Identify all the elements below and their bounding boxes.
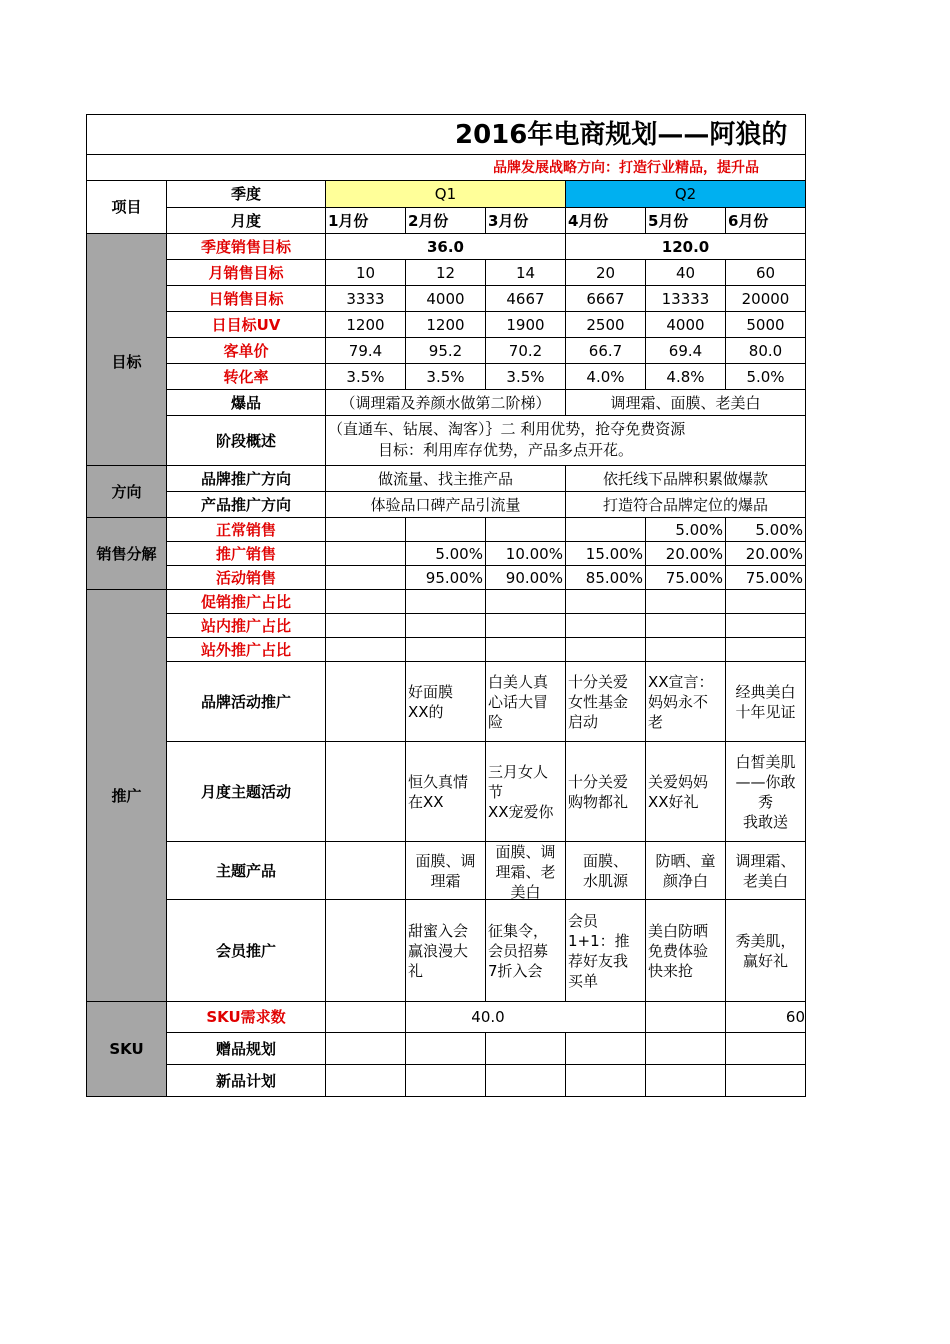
theme-product-cell: [325, 842, 405, 900]
brand-event-cell: [725, 662, 805, 742]
target-cell: 79.4: [325, 338, 405, 364]
target-cell: 69.4: [645, 338, 725, 364]
promo-sales-label: 推广销售: [167, 542, 326, 566]
cell-line: 好面膜: [407, 682, 453, 701]
cell-line: 我敢送: [742, 812, 788, 831]
sku-demand-q1: 40.0: [405, 1002, 645, 1033]
hot-product-q1: （调理霜及养颜水做第二阶梯）: [325, 390, 565, 416]
target-cell: 6667: [565, 286, 645, 312]
event-sales-cell: 75.00%: [645, 566, 725, 590]
cell-line: 节: [487, 782, 503, 801]
monthly-theme-cell: [485, 742, 565, 842]
event-sales-cell: [325, 566, 405, 590]
monthly-theme-cell: [405, 742, 485, 842]
cell-line: 颜净白: [662, 871, 708, 890]
cell-line: 理霜: [430, 871, 461, 890]
product-direction-q1: 体验品口碑产品引流量: [325, 492, 565, 518]
cell-line: 秀美肌，: [735, 931, 796, 950]
target-cell: 3333: [325, 286, 405, 312]
cell-line: 调理霜、: [735, 851, 796, 870]
cell-line: 赢好礼: [742, 951, 788, 970]
normal-sales-cell: [405, 518, 485, 542]
brand-direction-q1: 做流量、找主推产品: [325, 466, 565, 492]
cell-line: 买单: [567, 971, 598, 990]
stage-line-2: 目标：利用库存优势，产品多点开花。: [377, 441, 633, 459]
event-sales-cell: 85.00%: [565, 566, 645, 590]
stage-summary-label: 阶段概述: [167, 416, 326, 466]
event-sales-label: 活动销售: [167, 566, 326, 590]
cell-line: XX宠爱你: [487, 802, 554, 821]
cell-line: 防晒、童: [655, 851, 716, 870]
cell-line: XX的: [407, 702, 444, 721]
target-cell: 1200: [405, 312, 485, 338]
month-4: 4月份: [565, 208, 645, 234]
target-cell: 3.5%: [325, 364, 405, 390]
cell-line: 荐好友我: [567, 951, 628, 970]
target-cell: 5.0%: [725, 364, 805, 390]
target-row-label: 日销售目标: [167, 286, 326, 312]
target-cell: 20000: [725, 286, 805, 312]
promo-sales-cell: 5.00%: [405, 542, 485, 566]
promo-sales-cell: 15.00%: [565, 542, 645, 566]
target-cell: 13333: [645, 286, 725, 312]
normal-sales-cell: [565, 518, 645, 542]
group-target: 目标: [87, 260, 167, 466]
cell-line: 会员: [567, 911, 598, 930]
target-cell: 5000: [725, 312, 805, 338]
group-sales: 销售分解: [87, 518, 167, 590]
cell-line: 面膜、调: [415, 851, 476, 870]
month-1: 1月份: [325, 208, 405, 234]
member-promo-cell: [645, 900, 725, 1002]
spreadsheet: [86, 114, 805, 1102]
cell-line: 面膜、: [582, 851, 628, 870]
monthly-theme-cell: [645, 742, 725, 842]
item-header: 项目: [87, 181, 167, 234]
cell-line: 心话大冒: [487, 692, 548, 711]
q2-target: 120.0: [565, 234, 805, 260]
q1-target: 36.0: [325, 234, 565, 260]
promo-sales-cell: 20.00%: [645, 542, 725, 566]
theme-product-cell: [485, 842, 565, 900]
target-row-label: 日目标UV: [167, 312, 326, 338]
cell-line: 老: [647, 712, 663, 731]
member-promo-cell: [725, 900, 805, 1002]
page-title: 2016年电商规划——阿狼的: [87, 115, 806, 155]
member-promo-cell: [565, 900, 645, 1002]
cell-line: 白美人真: [487, 672, 548, 691]
product-direction-label: 产品推广方向: [167, 492, 326, 518]
cell-line: 征集令，: [487, 921, 548, 940]
cell-line: 老美白: [742, 871, 788, 890]
event-sales-cell: 95.00%: [405, 566, 485, 590]
group-sku: SKU: [87, 1002, 167, 1097]
gift-plan-label: 赠品规划: [167, 1033, 326, 1065]
cell-line: 美白: [510, 883, 541, 901]
cell-line: 经典美白: [735, 682, 796, 701]
target-cell: 80.0: [725, 338, 805, 364]
member-promo-cell: [325, 900, 405, 1002]
cell-line: XX好礼: [647, 792, 699, 811]
brand-event-cell: [325, 662, 405, 742]
cell-line: 理霜、老: [495, 863, 556, 881]
promo-sales-cell: 10.00%: [485, 542, 565, 566]
stage-summary: [325, 416, 805, 466]
cell-line: 白皙美肌: [735, 752, 796, 771]
new-product-label: 新品计划: [167, 1065, 326, 1097]
cell-line: 十年见证: [735, 702, 796, 721]
normal-sales-cell: 5.00%: [645, 518, 725, 542]
cell-line: 7折入会: [487, 961, 543, 980]
target-cell: 1200: [325, 312, 405, 338]
target-cell: 60: [725, 260, 805, 286]
target-cell: 20: [565, 260, 645, 286]
q1-header: Q1: [325, 181, 565, 208]
offsite-ratio-label: 站外推广占比: [167, 638, 326, 662]
target-cell: 4.8%: [645, 364, 725, 390]
cell-line: XX宣言：: [647, 672, 714, 691]
month-3: 3月份: [485, 208, 565, 234]
month-5: 5月份: [645, 208, 725, 234]
q2-header: Q2: [565, 181, 805, 208]
onsite-ratio-label: 站内推广占比: [167, 614, 326, 638]
cell-line: 水肌源: [582, 871, 628, 890]
cell-line: 甜蜜入会: [407, 921, 468, 940]
group-direction: 方向: [87, 466, 167, 518]
target-cell: 4000: [645, 312, 725, 338]
cell-line: 秀: [757, 792, 773, 811]
member-promo-cell: [485, 900, 565, 1002]
cell-line: 三月女人: [487, 762, 548, 781]
cell-line: 险: [487, 712, 503, 731]
target-cell: 40: [645, 260, 725, 286]
cell-line: 免费体验: [647, 941, 708, 960]
event-sales-cell: 75.00%: [725, 566, 805, 590]
month-2: 2月份: [405, 208, 485, 234]
strategy-line: 品牌发展战略方向：打造行业精品，提升品: [87, 155, 806, 181]
target-row-label: 转化率: [167, 364, 326, 390]
cell-line: 会员招募: [487, 941, 548, 960]
target-cell: 95.2: [405, 338, 485, 364]
theme-product-label: 主题产品: [167, 842, 326, 900]
target-cell: 2500: [565, 312, 645, 338]
hot-product-q2: 调理霜、面膜、老美白: [565, 390, 805, 416]
quarter-target-label: 季度销售目标: [167, 234, 326, 260]
sku-demand-label: SKU需求数: [167, 1002, 326, 1033]
theme-product-cell: [405, 842, 485, 900]
theme-product-cell: [725, 842, 805, 900]
cell-line: 快来抢: [647, 961, 693, 980]
cell-line: 礼: [407, 961, 423, 980]
cell-line: 十分关爱: [567, 772, 628, 791]
event-sales-cell: 90.00%: [485, 566, 565, 590]
target-cell: 4.0%: [565, 364, 645, 390]
cell-line: 赢浪漫大: [407, 941, 468, 960]
brand-direction-q2: 依托线下品牌积累做爆款: [565, 466, 805, 492]
group-target-top: [87, 234, 167, 260]
target-cell: 4000: [405, 286, 485, 312]
member-promo-label: 会员推广: [167, 900, 326, 1002]
brand-direction-label: 品牌推广方向: [167, 466, 326, 492]
target-cell: 1900: [485, 312, 565, 338]
promo-sales-cell: 20.00%: [725, 542, 805, 566]
target-row-label: 月销售目标: [167, 260, 326, 286]
theme-product-cell: [645, 842, 725, 900]
target-cell: 3.5%: [405, 364, 485, 390]
brand-event-cell: [405, 662, 485, 742]
brand-event-cell: [645, 662, 725, 742]
brand-event-cell: [485, 662, 565, 742]
cell-line: 美白防晒: [647, 921, 708, 940]
month-6: 6月份: [725, 208, 805, 234]
stage-line-1: （直通车、钻展、淘客）｝二 利用优势，抢夺免费资源: [327, 420, 686, 438]
cell-line: 关爱妈妈: [647, 772, 708, 791]
month-header: 月度: [167, 208, 326, 234]
target-cell: 3.5%: [485, 364, 565, 390]
cell-line: 启动: [567, 712, 598, 731]
cell-line: 在XX: [407, 792, 444, 811]
brand-event-label: 品牌活动推广: [167, 662, 326, 742]
target-row-label: 客单价: [167, 338, 326, 364]
hot-product-label: 爆品: [167, 390, 326, 416]
cell-line: 妈妈永不: [647, 692, 708, 711]
cell-line: 女性基金: [567, 692, 628, 711]
theme-product-cell: [565, 842, 645, 900]
promo-ratio-label: 促销推广占比: [167, 590, 326, 614]
member-promo-cell: [405, 900, 485, 1002]
promo-sales-cell: [325, 542, 405, 566]
group-promotion: 推广: [87, 590, 167, 1002]
normal-sales-cell: [485, 518, 565, 542]
target-cell: 14: [485, 260, 565, 286]
cell-line: 购物都礼: [567, 792, 628, 811]
monthly-theme-cell: [725, 742, 805, 842]
product-direction-q2: 打造符合品牌定位的爆品: [565, 492, 805, 518]
normal-sales-cell: [325, 518, 405, 542]
cell-line: 十分关爱: [567, 672, 628, 691]
cell-line: ——你敢: [735, 772, 796, 791]
cell-line: 恒久真情: [407, 772, 468, 791]
monthly-theme-cell: [325, 742, 405, 842]
target-cell: 10: [325, 260, 405, 286]
cell-line: 1+1：推: [567, 931, 630, 950]
brand-event-cell: [565, 662, 645, 742]
plan-table: [86, 114, 806, 1097]
monthly-theme-cell: [565, 742, 645, 842]
target-cell: 66.7: [565, 338, 645, 364]
sku-demand-q2: 60: [725, 1002, 805, 1033]
monthly-theme-label: 月度主题活动: [167, 742, 326, 842]
quarter-header: 季度: [167, 181, 326, 208]
target-cell: 70.2: [485, 338, 565, 364]
normal-sales-label: 正常销售: [167, 518, 326, 542]
target-cell: 4667: [485, 286, 565, 312]
cell-line: 面膜、调: [495, 843, 556, 861]
target-cell: 12: [405, 260, 485, 286]
normal-sales-cell: 5.00%: [725, 518, 805, 542]
